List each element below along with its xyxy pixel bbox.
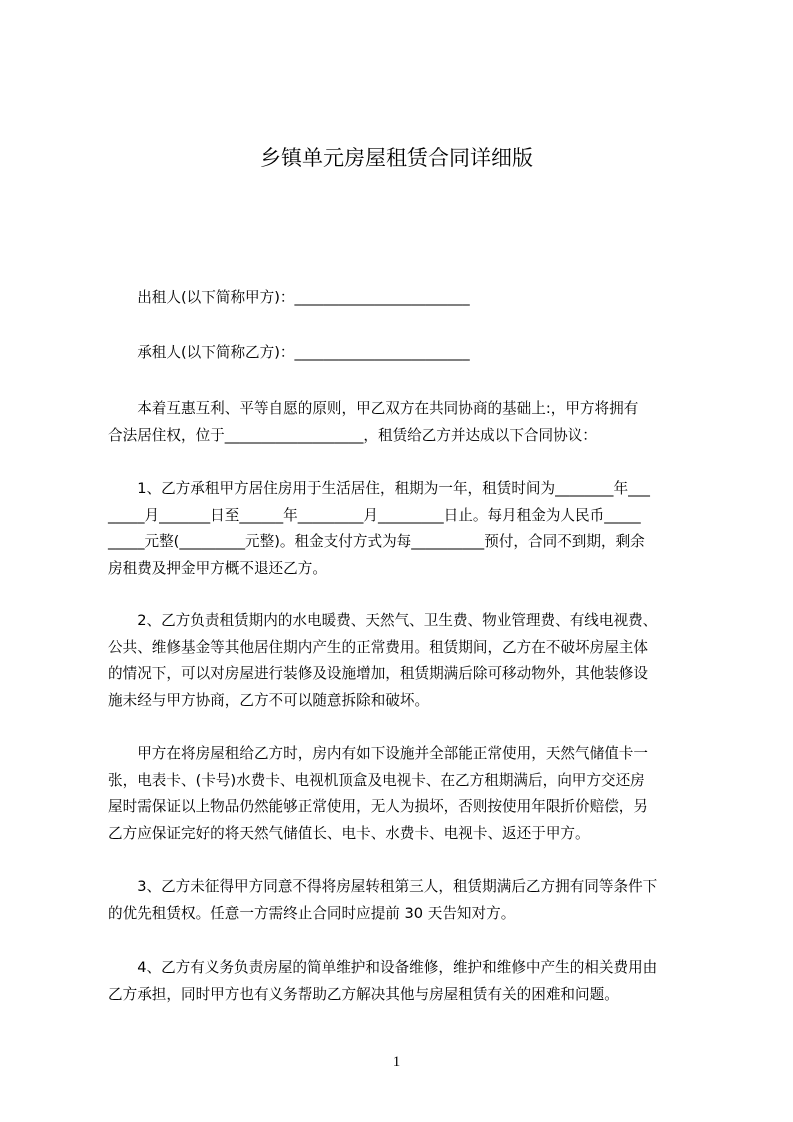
text-line: 3、乙方未征得甲方同意不得将房屋转租第三人，租赁期满后乙方拥有同等条件下 bbox=[108, 878, 658, 895]
text-line: 4、乙方有义务负责房屋的简单维护和设备维修，维护和维修中产生的相关费用由 bbox=[108, 959, 658, 976]
text-line: 的情况下，可以对房屋进行装修及设施增加，租赁期满后除可移动物外，其他装修设 bbox=[108, 665, 648, 682]
text-line: 乙方应保证完好的将天然气储值长、电卡、水费卡、电视卡、返还于甲方。 bbox=[108, 824, 590, 842]
paragraph bbox=[108, 476, 708, 582]
page-number: 1 bbox=[392, 1054, 401, 1070]
text-line: 出租人(以下简称甲方)：________________________ bbox=[108, 289, 470, 306]
text-line: 房租费及押金甲方概不退还乙方。 bbox=[108, 559, 327, 577]
paragraph bbox=[108, 741, 708, 847]
paragraph bbox=[108, 608, 708, 714]
paragraph bbox=[108, 340, 708, 367]
text-line: 张，电表卡、(卡号)水费卡、电视机顶盒及电视卡、在乙方租期满后，向甲方交还房 bbox=[108, 771, 645, 789]
text-line: 乙方承担，同时甲方也有义务帮助乙方解决其他与房屋租赁有关的困难和问题。 bbox=[108, 985, 619, 1003]
text-line: 本着互惠互利、平等自愿的原则，甲乙双方在共同协商的基础上:，甲方将拥有 bbox=[108, 400, 639, 417]
paragraph bbox=[108, 396, 708, 449]
text-line: 屋时需保证以上物品仍然能够正常使用，无人为损坏，否则按使用年限折价赔偿，另 bbox=[108, 798, 648, 815]
text-line: _____元整(_________元整)。租金支付方式为每__________预付，合同不到期，剩余 bbox=[108, 533, 645, 550]
text-line: 2、乙方负责租赁期内的水电暖费、天然气、卫生费、物业管理费、有线电视费、 bbox=[108, 612, 658, 629]
document-title: 乡镇单元房屋租赁合同详细版 bbox=[260, 146, 533, 170]
text-line: 1、乙方承租甲方居住房用于生活居住，租期为一年，租赁时间为________年___ bbox=[108, 480, 650, 497]
text-line: 合法居住权，位于___________________，租赁给乙方并达成以下合同协议： bbox=[108, 426, 597, 444]
text-line: 公共、维修基金等其他居住期内产生的正常费用。租赁期间，乙方在不破坏房屋主体 bbox=[108, 638, 648, 656]
text-line: 承租人(以下简称乙方)：________________________ bbox=[108, 344, 470, 361]
text-line: _____月_______日至______年_________月_________日止。每月租金为人民币_____ bbox=[108, 506, 641, 524]
paragraph bbox=[108, 285, 708, 312]
paragraph bbox=[108, 955, 708, 1008]
text-line: 甲方在将房屋租给乙方时，房内有如下设施并全部能正常使用，天然气储值卡一 bbox=[108, 745, 648, 762]
paragraph bbox=[108, 874, 708, 927]
text-line: 施未经与甲方协商，乙方不可以随意拆除和破坏。 bbox=[108, 691, 430, 709]
text-line: 的优先租赁权。任意一方需终止合同时应提前 30 天告知对方。 bbox=[108, 904, 516, 922]
